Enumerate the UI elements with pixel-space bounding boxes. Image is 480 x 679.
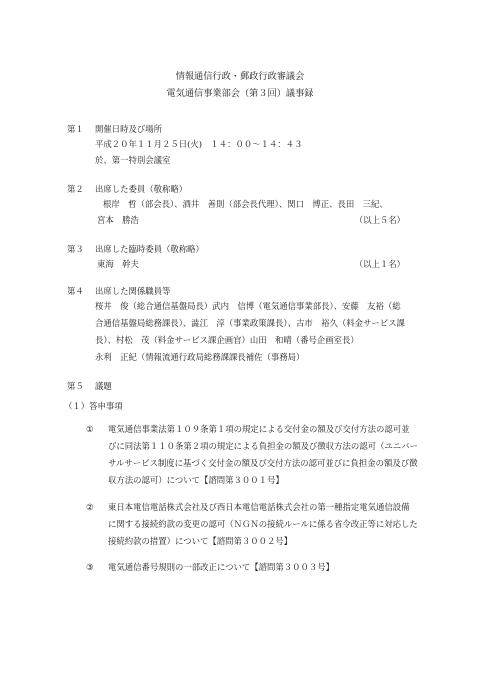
section-5-number: 第５ bbox=[67, 381, 84, 391]
section-2-heading: 出席した委員（敬称略） bbox=[95, 184, 188, 194]
meeting-title: 電気通信事業部会（第３回）議事録 bbox=[166, 88, 314, 99]
agenda-item-1-line-3: サルサービス制度に基づく交付金の額及び交付方法の認可並びに負担金の額及び徴 bbox=[108, 458, 418, 468]
section-4-staff-line-3: 長）、村松 茂（料金サービス課企画官）山田 和晴（番号企画室長） bbox=[95, 335, 359, 345]
agenda-item-3-line-1: 電気通信番号規則の一部改正について【諮問第３００３号】 bbox=[108, 562, 334, 572]
section-4-staff-line-4: 永利 正紀（情報流通行政局総務課課長補佐（事務局） bbox=[95, 352, 305, 362]
agenda-item-2-line-1: 東日本電信電話株式会社及び西日本電信電話株式会社の第一種指定電気通信設備 bbox=[108, 502, 410, 512]
section-3-number: 第３ bbox=[67, 244, 84, 254]
section-5-heading: 議題 bbox=[95, 381, 112, 391]
agenda-subheading: （１）答申事項 bbox=[64, 401, 123, 411]
section-3-heading: 出席した臨時委員（敬称略） bbox=[95, 244, 204, 254]
section-3-member: 東海 幹夫 bbox=[97, 259, 139, 269]
agenda-item-2-line-3: 接続約款の措置）について【諮問第３００２号】 bbox=[108, 536, 293, 546]
agenda-item-2-line-2: に関する接続約款の変更の認可（ＮＧＮの接続ルールに係る省令改正等に対応した bbox=[108, 519, 418, 529]
section-4-staff-line-2: 合通信基盤局総務課長）、澁江 淳（事業政策課長）、古市 裕久（料金サービス課 bbox=[95, 318, 405, 328]
section-2-count: （以上５名） bbox=[354, 215, 405, 225]
section-2-number: 第２ bbox=[67, 184, 84, 194]
section-4-number: 第４ bbox=[67, 286, 84, 296]
section-4-heading: 出席した関係職員等 bbox=[95, 286, 171, 296]
section-1-place: 於、第一特別会議室 bbox=[95, 155, 171, 165]
section-2-members-line-2: 宮本 勝浩 bbox=[97, 215, 139, 225]
agenda-item-1-line-2: びに同法第１１０条第２項の規定による負担金の額及び徴収方法の認可（ユニバー bbox=[108, 441, 418, 451]
agenda-item-1-line-4: 収方法の認可）について【諮問第３００１号】 bbox=[108, 475, 284, 485]
agenda-item-3-marker: ③ bbox=[86, 562, 94, 572]
section-3-count: （以上１名） bbox=[354, 259, 405, 269]
section-4-staff-line-1: 桜井 俊（総合通信基盤局長）武内 信博（電気通信事業部長）、安藤 友裕（総 bbox=[95, 301, 401, 311]
agenda-item-1-marker: ① bbox=[86, 424, 94, 434]
agenda-item-2-marker: ② bbox=[86, 502, 94, 512]
agenda-item-1-line-1: 電気通信事業法第１０９条第１項の規定による交付金の額及び交付方法の認可並 bbox=[108, 424, 410, 434]
section-1-number: 第１ bbox=[67, 124, 84, 134]
council-title: 情報通信行政・郵政行政審議会 bbox=[175, 71, 305, 82]
section-1-datetime: 平成２０年１１月２５日(火) １４：００～１４：４３ bbox=[95, 139, 303, 149]
section-2-members-line-1: 根岸 哲（部会長）、酒井 善則（部会長代理）、関口 博正、長田 三紀、 bbox=[103, 199, 388, 209]
section-1-heading: 開催日時及び場所 bbox=[95, 124, 162, 134]
